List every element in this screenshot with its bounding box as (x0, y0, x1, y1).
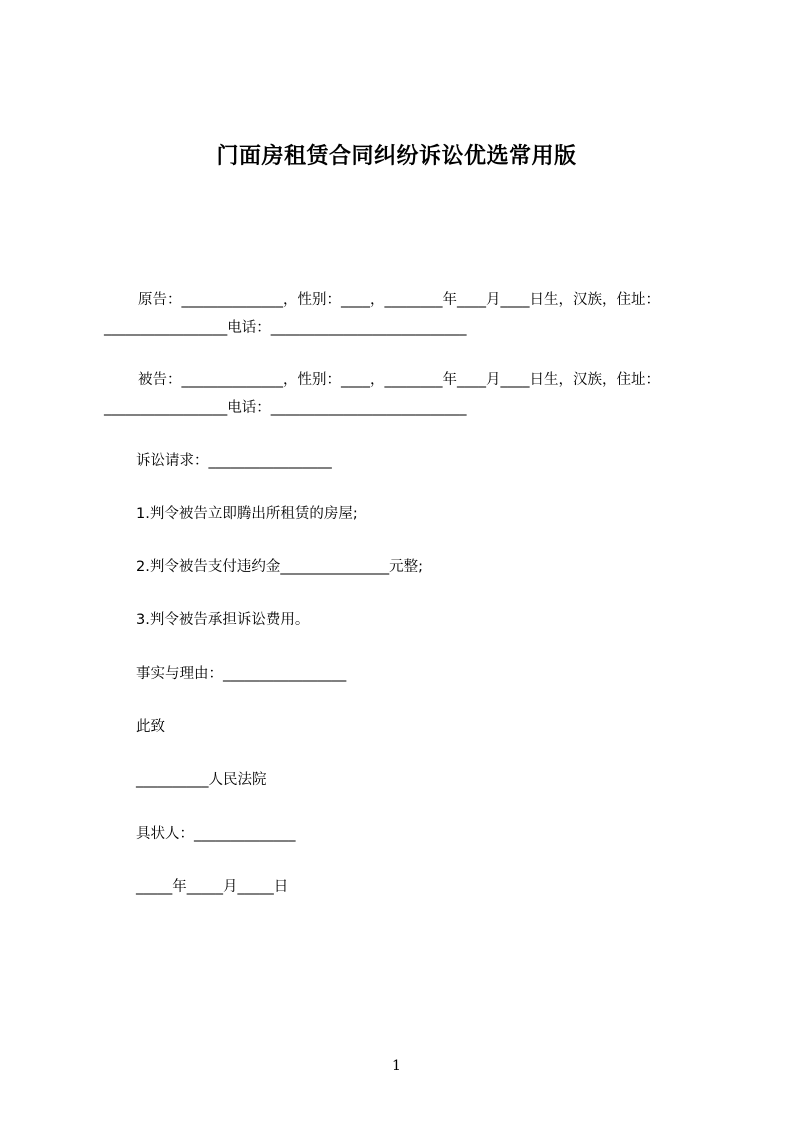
plaintiff-info-line-1: 原告：______________，性别：____，________年____月____日生，汉族，住址： (138, 292, 660, 308)
defendant-info-line-2: _________________电话：___________________________ (104, 400, 467, 416)
claim-item-2: 2.判令被告支付违约金_______________元整; (136, 559, 423, 575)
facts-heading: 事实与理由：_________________ (136, 666, 347, 682)
date-line: _____年_____月_____日 (136, 879, 289, 895)
page-number: 1 (392, 1058, 401, 1074)
claims-heading: 诉讼请求：_________________ (136, 453, 332, 469)
plaintiff-info-line-2: _________________电话：___________________________ (104, 320, 467, 336)
salutation: 此致 (136, 719, 165, 735)
claim-item-3: 3.判令被告承担诉讼费用。 (136, 612, 310, 628)
page-title: 门面房租赁合同纠纷诉讼优选常用版 (216, 144, 577, 169)
signer-line: 具状人：______________ (136, 826, 296, 842)
claim-item-1: 1.判令被告立即腾出所租赁的房屋; (136, 506, 358, 522)
court-line: __________人民法院 (136, 772, 267, 788)
defendant-info-line-1: 被告：______________，性别：____，________年____月____日生，汉族，住址： (138, 372, 660, 388)
